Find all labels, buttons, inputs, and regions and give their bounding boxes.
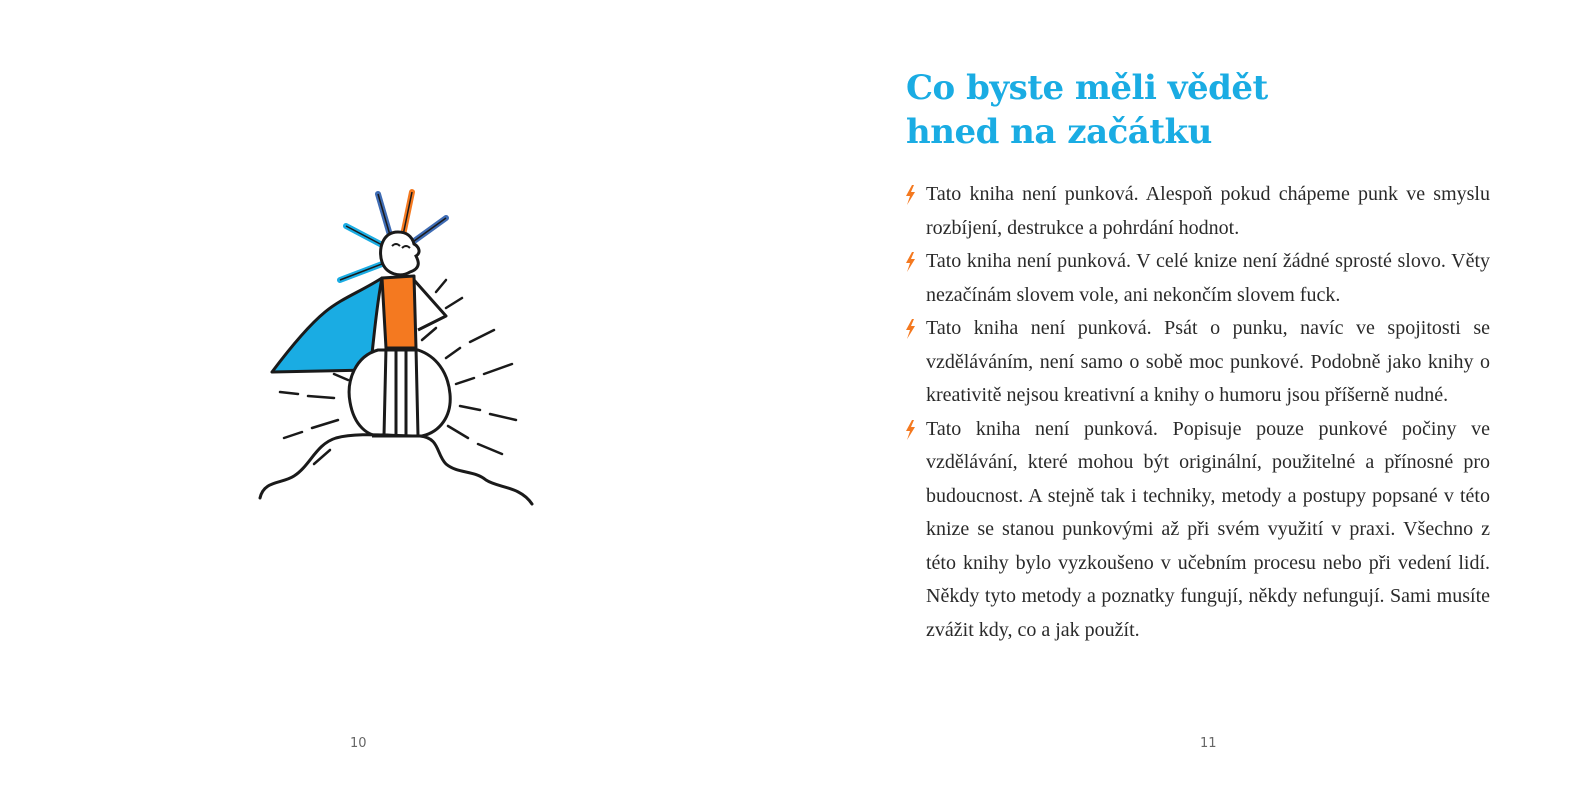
punk-snowman-superhero-illustration — [250, 180, 550, 520]
lightning-bolt-icon — [904, 319, 916, 339]
list-item — [904, 413, 1490, 648]
list-item-text: Tato kniha není punková. Alespoň pokud chápeme punk ve smyslu rozbíjení, destrukce a pohrdání hodnot. — [926, 183, 1490, 239]
list-item — [904, 312, 1490, 413]
lightning-bolt-icon — [904, 185, 916, 205]
bullet-list — [904, 178, 1490, 647]
heading-line-2: hned na začátku — [906, 112, 1212, 152]
list-item-text: Tato kniha není punková. V celé knize není žádné sprosté slovo. Věty nezačínám slovem vole, ani nekončím slovem fuck. — [926, 250, 1490, 306]
list-item-text: Tato kniha není punková. Popisuje pouze punkové počiny ve vzdělávání, které mohou být originální, použitelné a přínosné pro budoucnost. A stejně tak i techniky, metody a postupy popsané v této knize se stanou punkovými až při svém využití v praxi. Všechno z této knihy bylo vyzkoušeno v učebním procesu nebo při vedení lidí. Někdy tyto metody a poznatky fungují, někdy nefungují. Sami musíte zvážit kdy, co a jak použít. — [926, 417, 1490, 641]
list-item-text: Tato kniha není punková. Psát o punku, navíc ve spojitosti se vzděláváním, není samo o sobě moc punkové. Podobně jako knihy o kreativitě nejsou kreativní a knihy o humoru jsou příšerně nudné. — [926, 317, 1490, 406]
page-number-left: 10 — [350, 736, 367, 751]
heading-line-1: Co byste měli vědět — [906, 68, 1268, 108]
page-number-right: 11 — [1200, 736, 1217, 751]
page-heading — [906, 66, 1506, 154]
list-item — [904, 245, 1490, 312]
list-item — [904, 178, 1490, 245]
lightning-bolt-icon — [904, 420, 916, 440]
lightning-bolt-icon — [904, 252, 916, 272]
right-page — [786, 0, 1572, 785]
